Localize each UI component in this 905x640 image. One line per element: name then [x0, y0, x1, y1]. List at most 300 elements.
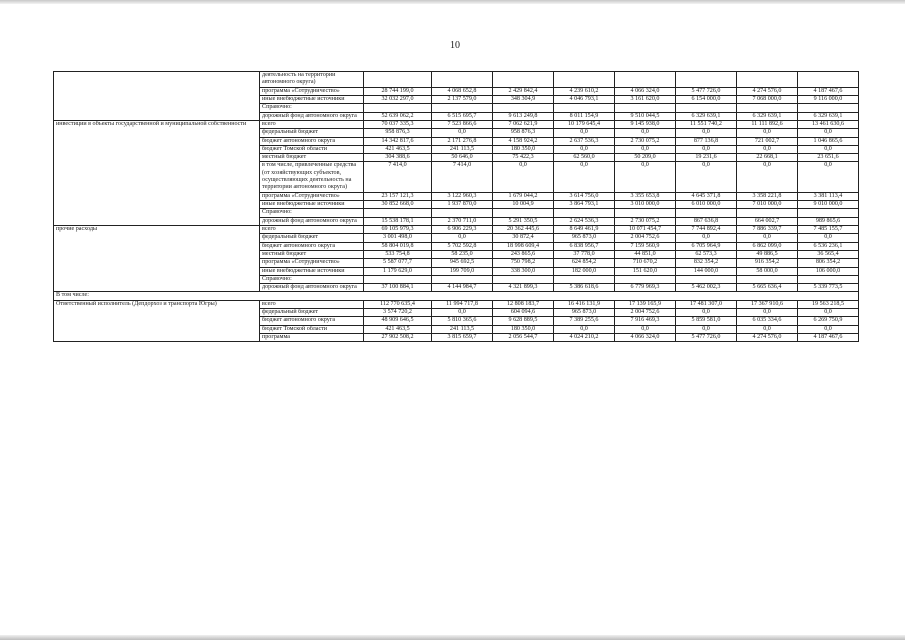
amount-cell: 30 852 668,0 — [364, 201, 432, 209]
table-row — [54, 259, 859, 267]
amount-cell: 348 304,9 — [493, 95, 554, 103]
amount-cell: 832 354,2 — [676, 259, 737, 267]
amount-cell: 2 137 579,0 — [432, 95, 493, 103]
funding-source-cell: бюджет автономного округа — [260, 137, 364, 145]
amount-cell: 1 046 865,6 — [798, 137, 859, 145]
amount-cell: 9 628 889,5 — [493, 317, 554, 325]
amount-cell: 106 000,0 — [798, 267, 859, 275]
amount-cell — [615, 104, 676, 112]
amount-cell: 0,0 — [676, 234, 737, 242]
section-label-cell: прочие расходы — [54, 225, 260, 233]
funding-source-cell: в том числе, привлеченные средства (от хозяйствующих субъектов, осуществляющих деятельность на территории автономного округа) — [260, 162, 364, 192]
amount-cell: 62 573,3 — [676, 250, 737, 258]
amount-cell: 3 010 000,0 — [615, 201, 676, 209]
funding-source-cell: программа «Сотрудничество» — [260, 259, 364, 267]
table-row — [54, 234, 859, 242]
amount-cell: 243 865,6 — [493, 250, 554, 258]
funding-source-cell: всего — [260, 225, 364, 233]
amount-cell: 12 808 183,7 — [493, 300, 554, 308]
amount-cell: 32 032 297,0 — [364, 95, 432, 103]
table-row — [54, 112, 859, 120]
section-label-cell: инвестиции в объекты государственной и муниципальной собственности — [54, 120, 260, 128]
table-row — [54, 95, 859, 103]
amount-cell: 958 876,3 — [493, 129, 554, 137]
table-row — [54, 317, 859, 325]
note-row — [54, 292, 859, 300]
amount-cell: 664 002,7 — [737, 217, 798, 225]
amount-cell: 5 810 365,6 — [432, 317, 493, 325]
amount-cell: 20 362 445,6 — [493, 225, 554, 233]
amount-cell — [364, 104, 432, 112]
table-row — [54, 250, 859, 258]
section-label-continuation — [54, 325, 260, 333]
amount-cell: 3 864 793,1 — [554, 201, 615, 209]
amount-cell — [676, 209, 737, 217]
amount-cell: 5 339 773,5 — [798, 284, 859, 292]
table-row — [54, 120, 859, 128]
amount-cell: 604 094,6 — [493, 309, 554, 317]
amount-cell: 50 646,0 — [432, 154, 493, 162]
amount-cell: 75 422,3 — [493, 154, 554, 162]
amount-cell: 7 523 866,6 — [432, 120, 493, 128]
section-label-continuation — [54, 162, 260, 192]
amount-cell: 23 157 121,3 — [364, 192, 432, 200]
amount-cell: 9 145 938,0 — [615, 120, 676, 128]
amount-cell: 0,0 — [798, 325, 859, 333]
amount-cell: 0,0 — [798, 234, 859, 242]
amount-cell — [554, 72, 615, 88]
amount-cell: 0,0 — [432, 129, 493, 137]
amount-cell: 9 010 000,0 — [798, 201, 859, 209]
amount-cell — [493, 275, 554, 283]
table-row — [54, 87, 859, 95]
amount-cell — [432, 104, 493, 112]
amount-cell: 11 994 717,8 — [432, 300, 493, 308]
funding-source-cell: иные внебюджетные источники — [260, 201, 364, 209]
funding-source-cell: программа — [260, 334, 364, 342]
amount-cell: 14 342 817,6 — [364, 137, 432, 145]
amount-cell: 6 515 695,7 — [432, 112, 493, 120]
amount-cell: 6 838 956,7 — [554, 242, 615, 250]
amount-cell: 6 154 000,0 — [676, 95, 737, 103]
amount-cell: 8 649 461,9 — [554, 225, 615, 233]
funding-source-cell: местный бюджет — [260, 250, 364, 258]
amount-cell: 3 614 756,0 — [554, 192, 615, 200]
funding-source-cell: Справочно: — [260, 275, 364, 283]
amount-cell: 3 355 653,8 — [615, 192, 676, 200]
amount-cell: 0,0 — [737, 234, 798, 242]
funding-source-cell: бюджет автономного округа — [260, 317, 364, 325]
section-label-continuation — [54, 87, 260, 95]
table-row — [54, 300, 859, 308]
amount-cell: 5 477 726,0 — [676, 334, 737, 342]
table-row — [54, 217, 859, 225]
amount-cell — [493, 209, 554, 217]
section-label-continuation — [54, 129, 260, 137]
amount-cell: 10 071 454,7 — [615, 225, 676, 233]
table-row — [54, 104, 859, 112]
amount-cell: 0,0 — [737, 145, 798, 153]
amount-cell: 533 754,8 — [364, 250, 432, 258]
amount-cell: 0,0 — [554, 325, 615, 333]
section-label-cell: Ответственный исполнитель (Депдорхоз и транспорта Югры) — [54, 300, 260, 308]
amount-cell: 2 004 752,6 — [615, 309, 676, 317]
table-row — [54, 275, 859, 283]
amount-cell: 0,0 — [554, 145, 615, 153]
amount-cell: 4 066 324,0 — [615, 334, 676, 342]
section-label-continuation — [54, 309, 260, 317]
funding-source-cell: деятельность на территории автономного округа) — [260, 72, 364, 88]
amount-cell: 0,0 — [737, 162, 798, 192]
amount-cell: 6 705 964,9 — [676, 242, 737, 250]
amount-cell — [676, 275, 737, 283]
amount-cell: 7 010 000,0 — [737, 201, 798, 209]
amount-cell — [737, 72, 798, 88]
table-row — [54, 267, 859, 275]
amount-cell: 10 179 645,4 — [554, 120, 615, 128]
amount-cell: 180 350,0 — [493, 325, 554, 333]
amount-cell: 22 668,1 — [737, 154, 798, 162]
amount-cell: 0,0 — [554, 162, 615, 192]
amount-cell: 421 463,5 — [364, 325, 432, 333]
amount-cell: 4 645 371,8 — [676, 192, 737, 200]
amount-cell: 1 937 870,0 — [432, 201, 493, 209]
amount-cell: 6 329 639,1 — [737, 112, 798, 120]
amount-cell: 112 770 635,4 — [364, 300, 432, 308]
section-label-continuation — [54, 242, 260, 250]
funding-source-cell: программа «Сотрудничество» — [260, 87, 364, 95]
amount-cell: 62 560,0 — [554, 154, 615, 162]
table-row — [54, 154, 859, 162]
amount-cell — [493, 104, 554, 112]
amount-cell: 2 056 544,7 — [493, 334, 554, 342]
amount-cell: 7 744 892,4 — [676, 225, 737, 233]
amount-cell: 44 851,0 — [615, 250, 676, 258]
amount-cell: 624 854,2 — [554, 259, 615, 267]
amount-cell: 5 386 618,6 — [554, 284, 615, 292]
amount-cell — [554, 275, 615, 283]
amount-cell: 965 873,0 — [554, 309, 615, 317]
amount-cell: 241 113,5 — [432, 145, 493, 153]
section-label-continuation — [54, 201, 260, 209]
amount-cell: 4 158 924,2 — [493, 137, 554, 145]
amount-cell: 5 462 002,3 — [676, 284, 737, 292]
amount-cell: 180 350,0 — [493, 145, 554, 153]
amount-cell — [554, 209, 615, 217]
amount-cell — [798, 72, 859, 88]
funding-source-cell: бюджет автономного округа — [260, 242, 364, 250]
amount-cell: 241 113,5 — [432, 325, 493, 333]
amount-cell: 2 624 536,3 — [554, 217, 615, 225]
amount-cell: 2 171 276,8 — [432, 137, 493, 145]
amount-cell: 7 414,0 — [432, 162, 493, 192]
amount-cell: 48 909 646,5 — [364, 317, 432, 325]
amount-cell: 3 815 659,7 — [432, 334, 493, 342]
amount-cell — [364, 209, 432, 217]
amount-cell: 0,0 — [676, 309, 737, 317]
section-label-continuation — [54, 137, 260, 145]
amount-cell: 0,0 — [676, 325, 737, 333]
section-label-continuation — [54, 234, 260, 242]
amount-cell: 0,0 — [554, 129, 615, 137]
amount-cell: 5 859 581,0 — [676, 317, 737, 325]
table-row — [54, 192, 859, 200]
table-row — [54, 284, 859, 292]
amount-cell: 0,0 — [798, 162, 859, 192]
amount-cell: 304 388,6 — [364, 154, 432, 162]
table-row — [54, 137, 859, 145]
amount-cell: 70 037 335,3 — [364, 120, 432, 128]
section-label-continuation — [54, 334, 260, 342]
table-row — [54, 225, 859, 233]
amount-cell: 7 068 000,0 — [737, 95, 798, 103]
scan-edge-bottom — [0, 635, 905, 640]
funding-source-cell: иные внебюджетные источники — [260, 95, 364, 103]
amount-cell: 2 370 711,0 — [432, 217, 493, 225]
table-row — [54, 325, 859, 333]
amount-cell: 0,0 — [615, 325, 676, 333]
amount-cell: 6 269 750,9 — [798, 317, 859, 325]
amount-cell: 28 744 199,0 — [364, 87, 432, 95]
section-label-continuation — [54, 284, 260, 292]
amount-cell: 50 209,0 — [615, 154, 676, 162]
table-row — [54, 242, 859, 250]
amount-cell: 182 000,0 — [554, 267, 615, 275]
amount-cell: 965 873,0 — [554, 234, 615, 242]
amount-cell — [615, 72, 676, 88]
amount-cell: 4 046 793,1 — [554, 95, 615, 103]
amount-cell: 0,0 — [615, 145, 676, 153]
amount-cell: 0,0 — [432, 234, 493, 242]
amount-cell — [554, 104, 615, 112]
amount-cell: 6 329 639,1 — [676, 112, 737, 120]
amount-cell — [737, 209, 798, 217]
amount-cell: 6 906 229,3 — [432, 225, 493, 233]
section-label-continuation — [54, 250, 260, 258]
amount-cell: 6 862 099,0 — [737, 242, 798, 250]
section-label-continuation — [54, 267, 260, 275]
amount-cell: 4 274 576,0 — [737, 87, 798, 95]
amount-cell: 3 161 620,0 — [615, 95, 676, 103]
amount-cell: 10 004,9 — [493, 201, 554, 209]
amount-cell: 8 011 154,9 — [554, 112, 615, 120]
amount-cell — [798, 209, 859, 217]
section-label-continuation — [54, 259, 260, 267]
funding-source-cell: бюджет Томской области — [260, 145, 364, 153]
amount-cell: 37 778,0 — [554, 250, 615, 258]
amount-cell: 13 461 630,6 — [798, 120, 859, 128]
note-text: В том числе: — [54, 292, 859, 300]
funding-source-cell: дорожный фонд автономного округа — [260, 217, 364, 225]
amount-cell: 58 000,0 — [737, 267, 798, 275]
budget-table — [53, 71, 859, 342]
amount-cell: 4 066 324,0 — [615, 87, 676, 95]
amount-cell: 0,0 — [676, 129, 737, 137]
amount-cell: 18 998 609,4 — [493, 242, 554, 250]
amount-cell: 58 235,0 — [432, 250, 493, 258]
amount-cell — [676, 104, 737, 112]
table-row — [54, 309, 859, 317]
amount-cell: 7 159 560,9 — [615, 242, 676, 250]
amount-cell: 23 651,6 — [798, 154, 859, 162]
amount-cell — [615, 209, 676, 217]
amount-cell: 0,0 — [432, 309, 493, 317]
amount-cell: 17 481 307,0 — [676, 300, 737, 308]
amount-cell: 0,0 — [737, 325, 798, 333]
amount-cell: 16 416 131,9 — [554, 300, 615, 308]
section-label-continuation — [54, 209, 260, 217]
table-row — [54, 201, 859, 209]
amount-cell: 5 587 077,7 — [364, 259, 432, 267]
amount-cell: 2 730 075,2 — [615, 217, 676, 225]
amount-cell: 0,0 — [798, 145, 859, 153]
amount-cell — [432, 209, 493, 217]
amount-cell: 867 636,8 — [676, 217, 737, 225]
amount-cell: 0,0 — [737, 309, 798, 317]
amount-cell: 37 100 884,1 — [364, 284, 432, 292]
amount-cell: 9 510 044,5 — [615, 112, 676, 120]
amount-cell: 15 538 178,1 — [364, 217, 432, 225]
funding-source-cell: федеральный бюджет — [260, 234, 364, 242]
amount-cell: 199 709,0 — [432, 267, 493, 275]
amount-cell: 0,0 — [676, 162, 737, 192]
amount-cell: 9 116 000,0 — [798, 95, 859, 103]
amount-cell: 806 354,2 — [798, 259, 859, 267]
amount-cell: 4 024 210,2 — [554, 334, 615, 342]
table-row — [54, 162, 859, 192]
amount-cell: 52 639 062,2 — [364, 112, 432, 120]
amount-cell: 30 872,4 — [493, 234, 554, 242]
amount-cell: 4 239 610,2 — [554, 87, 615, 95]
amount-cell: 5 665 636,4 — [737, 284, 798, 292]
amount-cell: 49 886,5 — [737, 250, 798, 258]
amount-cell: 9 613 249,8 — [493, 112, 554, 120]
amount-cell — [798, 275, 859, 283]
amount-cell: 0,0 — [676, 145, 737, 153]
amount-cell: 5 291 350,5 — [493, 217, 554, 225]
amount-cell: 750 798,2 — [493, 259, 554, 267]
amount-cell: 11 551 740,2 — [676, 120, 737, 128]
amount-cell: 989 865,6 — [798, 217, 859, 225]
amount-cell: 3 001 498,0 — [364, 234, 432, 242]
amount-cell: 58 804 019,8 — [364, 242, 432, 250]
amount-cell: 151 620,0 — [615, 267, 676, 275]
table-row — [54, 209, 859, 217]
amount-cell: 2 730 075,2 — [615, 137, 676, 145]
funding-source-cell: Справочно: — [260, 104, 364, 112]
funding-source-cell: дорожный фонд автономного округа — [260, 284, 364, 292]
amount-cell — [493, 72, 554, 88]
amount-cell: 958 876,3 — [364, 129, 432, 137]
section-label-continuation — [54, 154, 260, 162]
amount-cell: 3 574 720,2 — [364, 309, 432, 317]
amount-cell: 4 144 984,7 — [432, 284, 493, 292]
amount-cell: 2 637 536,3 — [554, 137, 615, 145]
page-number: 10 — [450, 40, 460, 51]
table-row — [54, 72, 859, 88]
amount-cell: 6 779 969,3 — [615, 284, 676, 292]
amount-cell: 6 035 334,6 — [737, 317, 798, 325]
amount-cell: 877 136,8 — [676, 137, 737, 145]
funding-source-cell: дорожный фонд автономного округа — [260, 112, 364, 120]
amount-cell: 4 187 467,6 — [798, 87, 859, 95]
amount-cell: 3 358 221,8 — [737, 192, 798, 200]
amount-cell — [364, 275, 432, 283]
amount-cell: 7 886 339,7 — [737, 225, 798, 233]
funding-source-cell: местный бюджет — [260, 154, 364, 162]
funding-source-cell: федеральный бюджет — [260, 309, 364, 317]
amount-cell: 5 702 592,8 — [432, 242, 493, 250]
amount-cell: 17 367 910,6 — [737, 300, 798, 308]
funding-source-cell: всего — [260, 120, 364, 128]
section-label-continuation — [54, 192, 260, 200]
amount-cell: 2 004 752,6 — [615, 234, 676, 242]
amount-cell: 0,0 — [737, 129, 798, 137]
table-row — [54, 129, 859, 137]
section-label-continuation — [54, 217, 260, 225]
amount-cell — [737, 104, 798, 112]
amount-cell: 0,0 — [615, 129, 676, 137]
amount-cell: 36 565,4 — [798, 250, 859, 258]
amount-cell: 3 381 113,4 — [798, 192, 859, 200]
section-label-cell — [54, 72, 260, 88]
amount-cell: 7 916 469,3 — [615, 317, 676, 325]
amount-cell — [737, 275, 798, 283]
table-body — [54, 72, 859, 342]
amount-cell: 69 105 979,3 — [364, 225, 432, 233]
scan-edge-top — [0, 0, 905, 4]
amount-cell — [364, 72, 432, 88]
amount-cell: 916 354,2 — [737, 259, 798, 267]
amount-cell: 7 389 255,6 — [554, 317, 615, 325]
section-label-continuation — [54, 275, 260, 283]
section-label-continuation — [54, 112, 260, 120]
funding-source-cell: Справочно: — [260, 209, 364, 217]
amount-cell: 4 187 467,6 — [798, 334, 859, 342]
amount-cell: 2 429 842,4 — [493, 87, 554, 95]
table-row — [54, 145, 859, 153]
amount-cell: 7 485 155,7 — [798, 225, 859, 233]
amount-cell — [432, 72, 493, 88]
amount-cell: 3 122 960,3 — [432, 192, 493, 200]
amount-cell: 7 414,0 — [364, 162, 432, 192]
amount-cell — [615, 275, 676, 283]
amount-cell: 1 679 044,2 — [493, 192, 554, 200]
amount-cell: 0,0 — [493, 162, 554, 192]
amount-cell: 6 010 000,0 — [676, 201, 737, 209]
section-label-continuation — [54, 317, 260, 325]
funding-source-cell: программа «Сотрудничество» — [260, 192, 364, 200]
amount-cell: 19 563 218,5 — [798, 300, 859, 308]
amount-cell: 27 902 508,2 — [364, 334, 432, 342]
amount-cell: 0,0 — [615, 162, 676, 192]
amount-cell: 0,0 — [798, 129, 859, 137]
funding-source-cell: бюджет Томской области — [260, 325, 364, 333]
amount-cell: 5 477 726,0 — [676, 87, 737, 95]
funding-source-cell: федеральный бюджет — [260, 129, 364, 137]
amount-cell: 4 321 899,3 — [493, 284, 554, 292]
amount-cell: 0,0 — [798, 309, 859, 317]
amount-cell: 421 463,5 — [364, 145, 432, 153]
amount-cell: 17 139 165,9 — [615, 300, 676, 308]
amount-cell: 338 300,0 — [493, 267, 554, 275]
amount-cell: 7 062 621,9 — [493, 120, 554, 128]
funding-source-cell: всего — [260, 300, 364, 308]
funding-source-cell: иные внебюджетные источники — [260, 267, 364, 275]
table-row — [54, 334, 859, 342]
section-label-continuation — [54, 104, 260, 112]
amount-cell: 19 231,6 — [676, 154, 737, 162]
